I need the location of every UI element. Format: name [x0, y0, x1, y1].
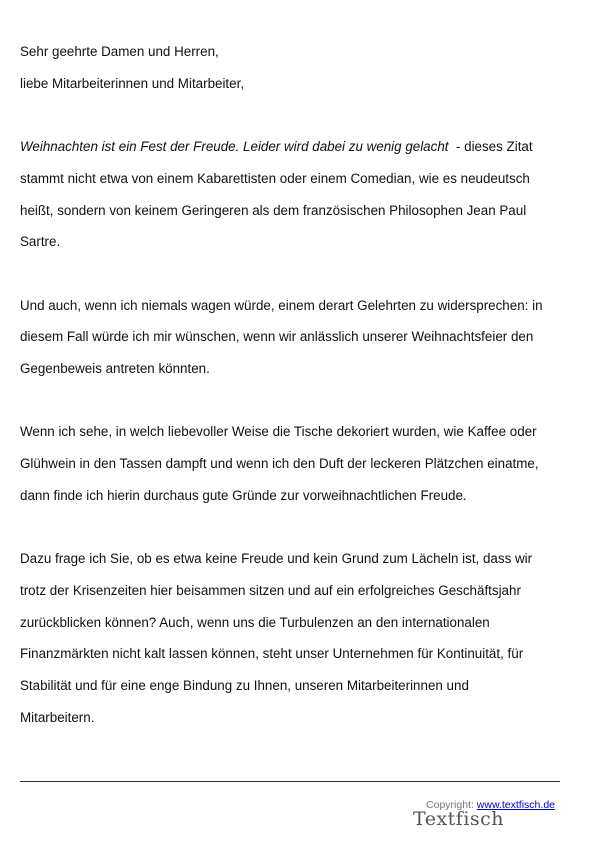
- paragraph-2-line-1: Und auch, wenn ich niemals wagen würde, einem derart Gelehrten zu widersprechen: in: [20, 297, 543, 313]
- paragraph-4-line-3: zurückblicken können? Auch, wenn uns die Turbulenzen an den internationalen: [20, 614, 490, 630]
- paragraph-2-line-3: Gegenbeweis antreten könnten.: [20, 361, 210, 376]
- paragraph-3-line-1: Wenn ich sehe, in welch liebevoller Weise die Tische dekoriert wurden, wie Kaffee oder: [20, 424, 537, 440]
- paragraph-1-line-4: Sartre.: [20, 234, 61, 250]
- paragraph-4-line-6: Mitarbeitern.: [20, 709, 95, 725]
- logo-text-part-3: sch: [469, 808, 505, 830]
- paragraph-1-line-3: heißt, sondern von keinem Geringeren als dem französischen Philosophen Jean Paul: [20, 202, 527, 218]
- paragraph-gap: [20, 512, 565, 544]
- paragraph-1-line-1-rest: - dieses Zitat: [448, 139, 533, 155]
- paragraph-3-line-2: Glühwein in den Tassen dampft und wenn ich den Duft der leckeren Plätzchen einatme,: [20, 456, 539, 472]
- paragraph-3-line-3: dann finde ich hierin durchaus gute Gründe zur vorweihnachtlichen Freude.: [20, 487, 467, 503]
- logo-text-part-1: Textf: [413, 808, 464, 830]
- paragraph-4-line-5: Stabilität und für eine enge Bindung zu Ihnen, unseren Mitarbeiterinnen und: [20, 678, 469, 693]
- paragraph-1-line-2: stammt nicht etwa von einem Kabarettisten oder einem Comedian, wie es neudeutsch: [20, 170, 530, 186]
- paragraph-2-line-2: diesem Fall würde ich mir wünschen, wenn wir anlässlich unserer Weihnachtsfeier den: [20, 329, 534, 345]
- textfisch-logo: [413, 808, 504, 830]
- paragraph-gap: [20, 385, 565, 417]
- textfisch-link[interactable]: www.textfisch.de: [476, 799, 555, 811]
- sartre-quote: Weihnachten ist ein Fest der Freude. Leider wird dabei zu wenig gelacht: [20, 139, 449, 155]
- footer-divider: [20, 781, 560, 782]
- paragraph-4-line-2: trotz der Krisenzeiten hier beisammen sitzen und auf ein erfolgreiches Geschäftsjahr: [20, 582, 521, 598]
- logo-fish-i: i: [463, 808, 470, 830]
- paragraph-gap: [20, 258, 565, 290]
- paragraph-4-line-4: Finanzmärkten nicht kalt lassen können, steht unser Unternehmen für Kontinuität, für: [20, 646, 524, 662]
- copyright-label: Copyright:: [426, 799, 474, 811]
- paragraph-gap: [20, 99, 565, 131]
- letter-body: [20, 36, 565, 733]
- salutation-line-2: liebe Mitarbeiterinnen und Mitarbeiter,: [20, 75, 245, 91]
- paragraph-4-line-1: Dazu frage ich Sie, ob es etwa keine Freude und kein Grund zum Lächeln ist, dass wir: [20, 551, 533, 567]
- paragraph-1-line-1: [20, 131, 565, 163]
- salutation-line-1: Sehr geehrte Damen und Herren,: [20, 44, 219, 59]
